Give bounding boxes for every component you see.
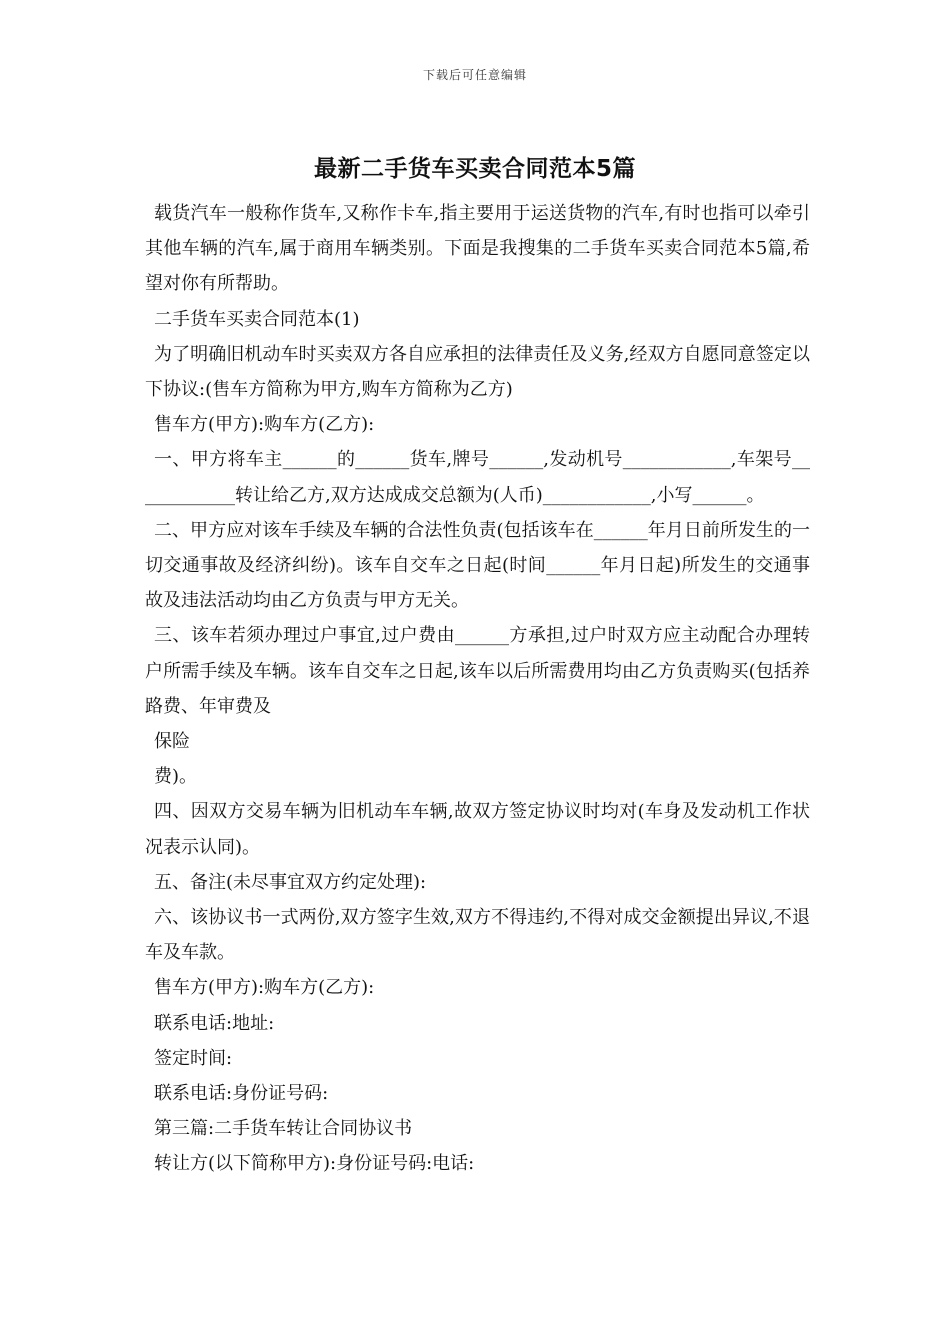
document-title: 最新二手货车买卖合同范本5篇 [313, 156, 636, 182]
paragraph-clause-6: 六、该协议书一式两份,双方签字生效,双方不得违约,不得对成交金额提出异议,不退车及车款。 [145, 907, 810, 964]
paragraph-clause-2: 二、甲方应对该车手续及车辆的合法性负责(包括该车在______年月日前所发生的一切交通事故及经济纠纷)。该车自交车之日起(时间______年月日起)所发生的交通事故及违法活动均由乙方负责与甲方无关。 [145, 519, 810, 612]
document-body [145, 196, 810, 1182]
paragraph-clause-1: 一、甲方将车主______的______货车,牌号______,发动机号____________,车架号____________转让给乙方,双方达成成交总额为(人币)____________,小写______。 [145, 449, 810, 506]
paragraph-clause-3-cont-a: 保险 [154, 731, 190, 753]
paragraph-parties: 售车方(甲方):购车方(乙方): [154, 414, 375, 436]
paragraph-signature-parties: 售车方(甲方):购车方(乙方): [154, 977, 375, 999]
header-note: 下载后可任意编辑 [422, 68, 527, 82]
paragraph-clause-3: 三、该车若须办理过户事宜,过户费由______方承担,过户时双方应主动配合办理转户所需手续及车辆。该车自交车之日起,该车以后所需费用均由乙方负责购买(包括养路费、年审费及 [145, 625, 810, 717]
paragraph-preamble: 为了明确旧机动车时买卖双方各自应承担的法律责任及义务,经双方自愿同意签定以下协议:(售车方简称为甲方,购车方简称为乙方) [145, 343, 810, 401]
paragraph-contact-id: 联系电话:身份证号码: [154, 1083, 329, 1105]
paragraph-part-three-heading: 第三篇:二手货车转让合同协议书 [154, 1118, 413, 1140]
paragraph-section-heading: 二手货车买卖合同范本(1) [154, 308, 360, 330]
paragraph-contact-address: 联系电话:地址: [154, 1012, 275, 1034]
paragraph-transferor: 转让方(以下简称甲方):身份证号码:电话: [154, 1153, 475, 1175]
paragraph-clause-3-cont-b: 费)。 [154, 766, 198, 788]
paragraph-clause-5: 五、备注(未尽事宜双方约定处理): [154, 871, 427, 893]
paragraph-clause-4: 四、因双方交易车辆为旧机动车车辆,故双方签定协议时均对(车身及发动机工作状况表示认同)。 [145, 801, 810, 858]
paragraph-sign-date: 签定时间: [154, 1047, 233, 1069]
paragraph-intro: 载货汽车一般称作货车,又称作卡车,指主要用于运送货物的汽车,有时也指可以牵引其他车辆的汽车,属于商用车辆类别。下面是我搜集的二手货车买卖合同范本5篇,希望对你有所帮助。 [145, 203, 810, 295]
